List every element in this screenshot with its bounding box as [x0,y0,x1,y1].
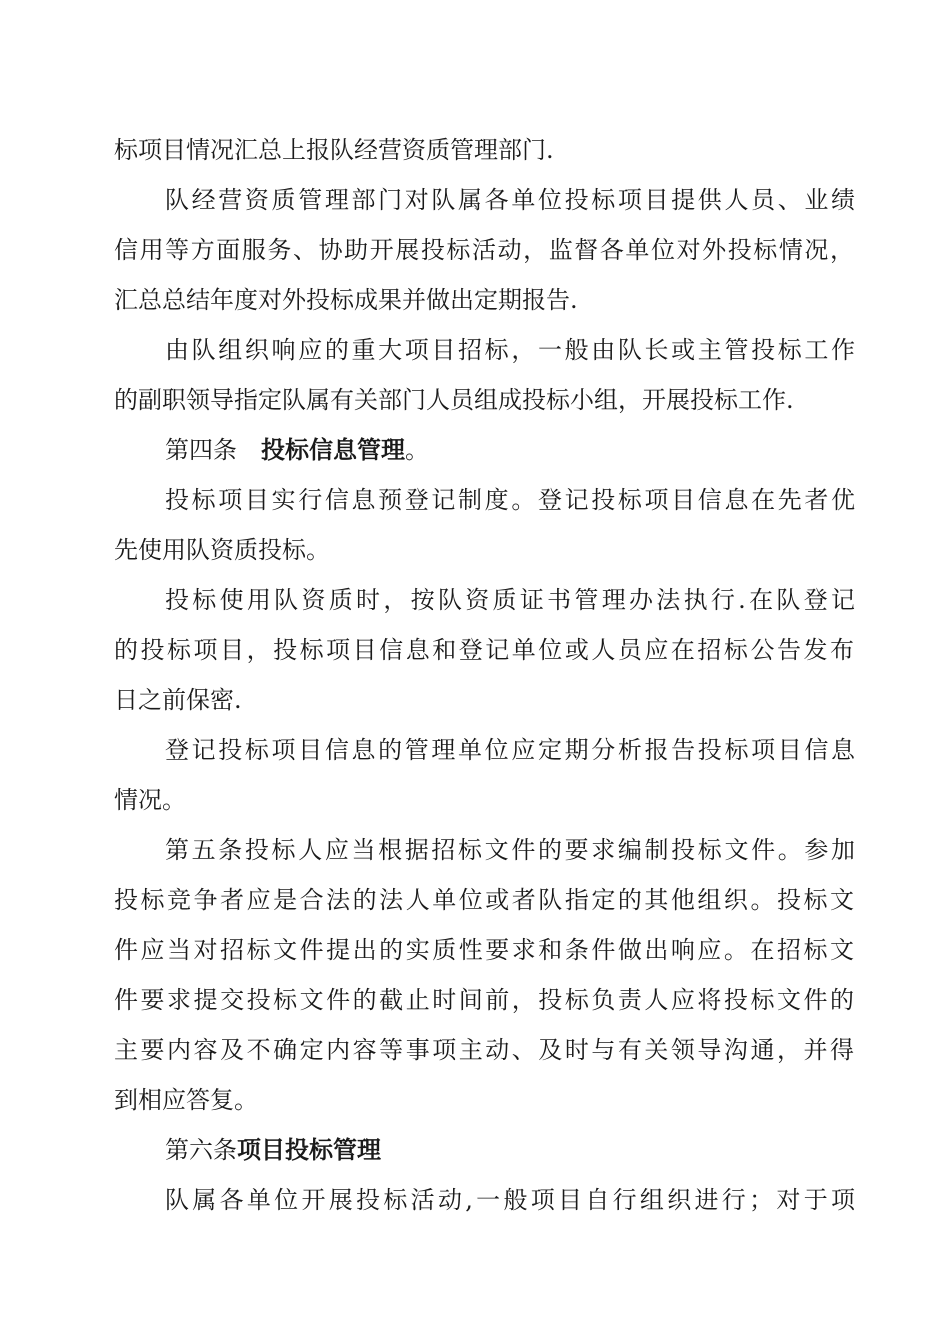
text-line: 件要求提交投标文件的截止时间前，投标负责人应将投标文件的 [114,986,854,1014]
text-line: 标项目情况汇总上报队经营资质管理部门. [114,136,554,164]
article-title: 项目投标管理 [237,1135,381,1164]
text-line: 投标项目实行信息预登记制度。登记投标项目信息在先者优 [165,486,855,514]
text-line: 由队组织响应的重大项目招标，一般由队长或主管投标工作 [165,336,855,364]
text-line: 登记投标项目信息的管理单位应定期分析报告投标项目信息 [165,736,855,764]
article-punctuation: 。 [405,436,429,464]
article-heading [165,430,855,470]
text-line: 日之前保密. [114,686,242,714]
text-line: 主要内容及不确定内容等事项主动、及时与有关领导沟通，并得 [114,1036,854,1064]
text-line: 的投标项目，投标项目信息和登记单位或人员应在招标公告发布 [114,636,854,664]
text-line: 投标竞争者应是合法的法人单位或者队指定的其他组织。投标文 [114,886,854,914]
article-number: 第四条 [165,436,237,464]
text-line: 情况。 [114,786,186,814]
article-number: 第六条 [165,1136,237,1164]
article-title: 投标信息管理 [261,435,405,464]
text-line: 汇总总结年度对外投标成果并做出定期报告. [114,286,578,314]
text-line: 队经营资质管理部门对队属各单位投标项目提供人员、业绩 [165,186,855,214]
text-line: 信用等方面服务、协助开展投标活动，监督各单位对外投标情况， [114,236,854,264]
text-line: 件应当对招标文件提出的实质性要求和条件做出响应。在招标文 [114,936,854,964]
article-heading [165,1130,855,1170]
text-line: 队属各单位开展投标活动,一般项目自行组织进行；对于项 [165,1186,855,1214]
text-line: 投标使用队资质时，按队资质证书管理办法执行.在队登记 [165,586,855,614]
text-line: 先使用队资质投标。 [114,536,330,564]
text-line: 到相应答复。 [114,1086,258,1114]
text-line: 第五条投标人应当根据招标文件的要求编制投标文件。参加 [165,836,855,864]
text-line: 的副职领导指定队属有关部门人员组成投标小组，开展投标工作. [114,386,794,414]
